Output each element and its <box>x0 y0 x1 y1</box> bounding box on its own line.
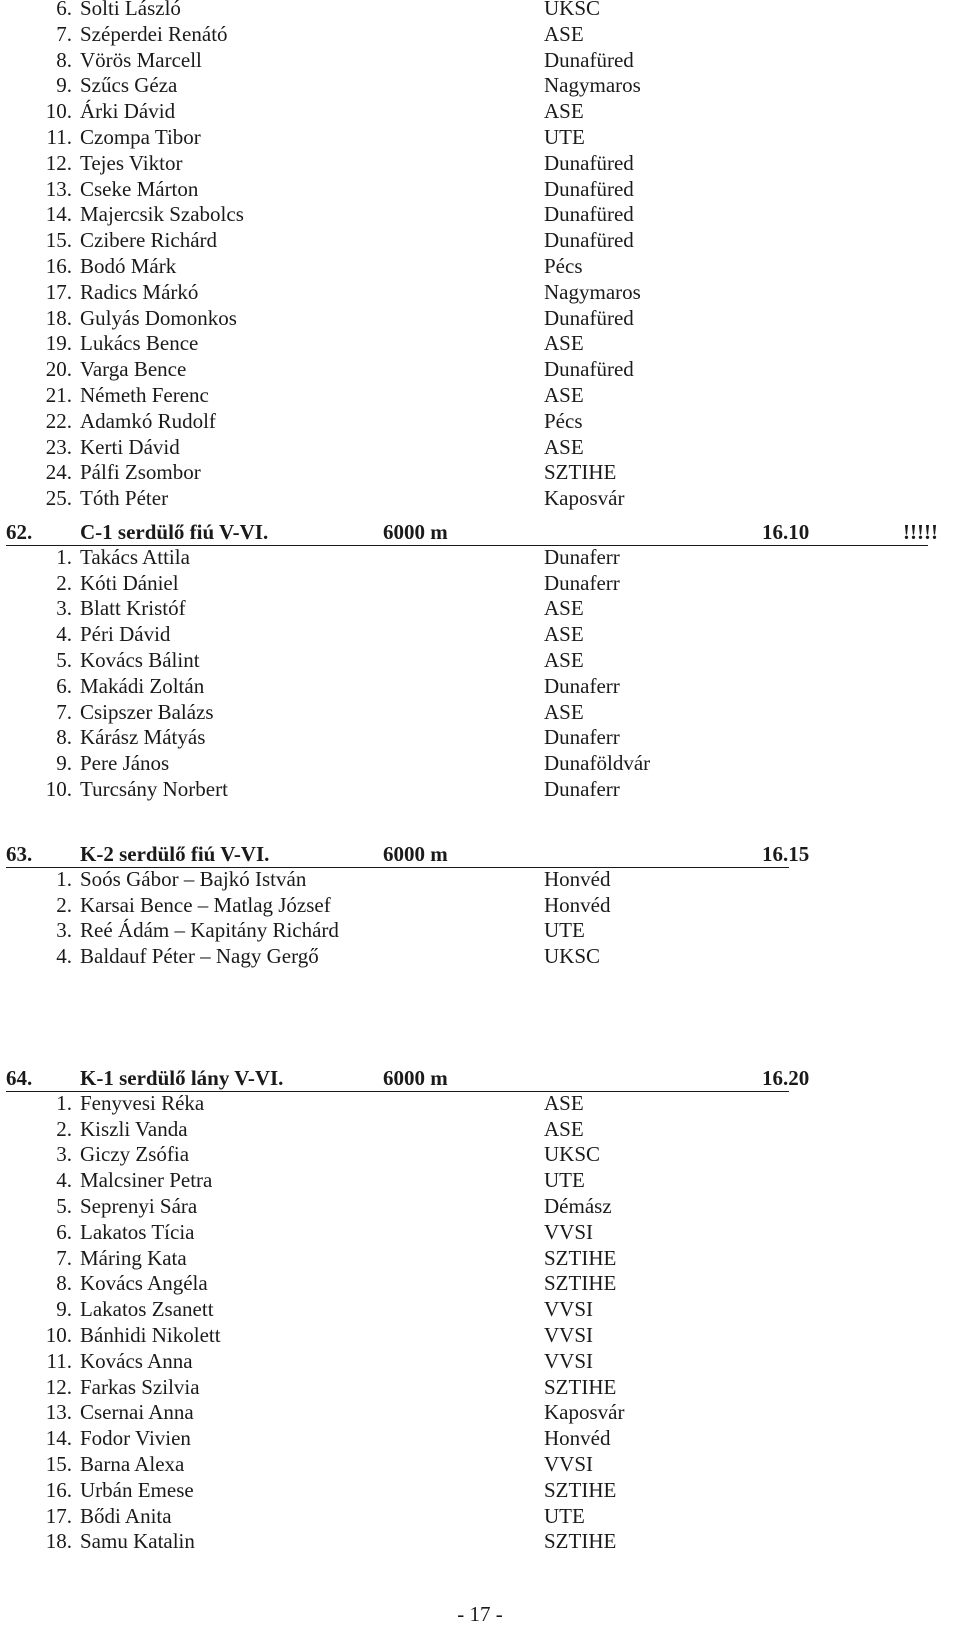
club-name: ASE <box>544 699 584 724</box>
club-name: SZTIHE <box>544 1529 617 1554</box>
list-item <box>0 674 960 699</box>
entry-number: 18. <box>45 1529 72 1554</box>
entry-number: 7. <box>56 699 72 724</box>
club-name: Dunafüred <box>544 47 634 72</box>
list-item <box>0 1529 960 1554</box>
entry-number: 5. <box>56 648 72 672</box>
list-item <box>0 893 960 918</box>
competitor-name: Tejes Viktor <box>80 150 183 175</box>
list-item <box>0 751 960 776</box>
club-name: SZTIHE <box>544 1374 617 1399</box>
entry-number: 15. <box>45 228 72 253</box>
list-item <box>0 1297 960 1322</box>
competitor-name: Baldauf Péter – Nagy Gergő <box>80 944 319 969</box>
list-item <box>0 867 960 892</box>
competitor-name: Czompa Tibor <box>80 125 201 149</box>
club-name: ASE <box>544 648 584 672</box>
club-name: VVSI <box>544 1452 594 1476</box>
competitor-name: Urbán Emese <box>80 1477 194 1502</box>
list-item <box>0 306 960 331</box>
club-name: Dunaferr <box>544 725 620 750</box>
entry-number: 2. <box>56 570 72 595</box>
entry-number: 6. <box>56 673 72 698</box>
club-name: Démász <box>544 1194 612 1218</box>
list-item <box>0 280 960 305</box>
competitor-name: Vörös Marcell <box>80 47 202 72</box>
race-title: C-1 serdülő fiú V-VI. <box>80 520 269 544</box>
competitor-name: Lukács Bence <box>80 331 199 356</box>
entry-number: 16. <box>45 254 72 278</box>
entry-number: 18. <box>45 305 72 330</box>
entry-number: 8. <box>56 47 72 72</box>
club-name: ASE <box>544 1090 584 1115</box>
competitor-name: Cseke Márton <box>80 176 199 201</box>
list-item <box>0 202 960 227</box>
list-item <box>0 1349 960 1374</box>
club-name: SZTIHE <box>544 1271 617 1296</box>
list-item <box>0 22 960 47</box>
competitor-name: Czibere Richárd <box>80 228 218 253</box>
entry-number: 2. <box>56 1116 72 1141</box>
club-name: Kaposvár <box>544 486 625 511</box>
list-item <box>0 1400 960 1425</box>
list-item <box>0 254 960 279</box>
club-name: SZTIHE <box>544 1245 617 1270</box>
list-item <box>0 944 960 969</box>
club-name: Dunafüred <box>544 150 634 175</box>
competitor-name: Blatt Kristóf <box>80 596 186 621</box>
entry-number: 1. <box>56 866 72 891</box>
entry-number: 6. <box>56 0 72 20</box>
club-name: UKSC <box>544 1142 601 1167</box>
competitor-name: Varga Bence <box>80 357 187 382</box>
list-item <box>0 409 960 434</box>
entry-number: 22. <box>45 408 72 433</box>
race-distance: 6000 m <box>383 520 448 544</box>
list-item <box>0 1168 960 1193</box>
list-item <box>0 383 960 408</box>
entry-number: 13. <box>45 1400 72 1425</box>
competitor-name: Széperdei Renátó <box>80 21 228 46</box>
competitor-name: Malcsiner Petra <box>80 1168 213 1193</box>
club-name: ASE <box>544 383 584 407</box>
entry-number: 7. <box>56 21 72 46</box>
entry-number: 14. <box>45 202 72 227</box>
list-item <box>0 460 960 485</box>
list-item <box>0 125 960 150</box>
club-name: UTE <box>544 1503 585 1528</box>
club-name: Dunafüred <box>544 176 634 201</box>
entry-number: 12. <box>45 1374 72 1399</box>
competitor-name: Majercsik Szabolcs <box>80 202 244 227</box>
entry-number: 9. <box>56 751 72 776</box>
competitor-name: Solti László <box>80 0 181 20</box>
list-item <box>0 1142 960 1167</box>
entry-number: 17. <box>45 1503 72 1528</box>
competitor-name: Reé Ádám – Kapitány Richárd <box>80 918 339 943</box>
race-note: !!!!! <box>903 520 938 544</box>
club-name: Dunaferr <box>544 570 620 595</box>
club-name: ASE <box>544 622 584 647</box>
race-header <box>6 842 810 868</box>
list-item <box>0 571 960 596</box>
competitor-name: Fodor Vivien <box>80 1426 191 1451</box>
entry-number: 6. <box>56 1219 72 1244</box>
race-number: 64. <box>6 1066 33 1090</box>
club-name: Honvéd <box>544 866 611 891</box>
club-name: Honvéd <box>544 892 611 917</box>
competitor-name: Bődi Anita <box>80 1503 172 1528</box>
race-time: 16.10 <box>762 520 810 544</box>
entry-number: 21. <box>45 383 72 407</box>
entry-number: 10. <box>45 777 72 801</box>
competitor-name: Lakatos Tícia <box>80 1219 195 1244</box>
entry-number: 3. <box>56 918 72 943</box>
entry-number: 4. <box>56 1168 72 1193</box>
list-item <box>0 1478 960 1503</box>
club-name: Dunaferr <box>544 673 620 698</box>
club-name: ASE <box>544 596 584 621</box>
competitor-name: Csipszer Balázs <box>80 699 214 724</box>
club-name: UKSC <box>544 944 601 969</box>
list-item <box>0 48 960 73</box>
club-name: ASE <box>544 99 584 124</box>
list-item <box>0 1091 960 1116</box>
list-item <box>0 1426 960 1451</box>
competitor-name: Turcsány Norbert <box>80 777 228 801</box>
entry-number: 5. <box>56 1194 72 1218</box>
list-item <box>0 918 960 943</box>
entry-number: 1. <box>56 1090 72 1115</box>
competitor-name: Fenyvesi Réka <box>80 1090 205 1115</box>
race-number: 63. <box>6 842 33 866</box>
club-name: Dunafüred <box>544 202 634 227</box>
club-name: Dunafüred <box>544 305 634 330</box>
club-name: Pécs <box>544 408 583 433</box>
list-item <box>0 1323 960 1348</box>
list-item <box>0 700 960 725</box>
list-item <box>0 228 960 253</box>
club-name: Dunafüred <box>544 228 634 253</box>
club-name: UTE <box>544 1168 585 1193</box>
competitor-name: Kiszli Vanda <box>80 1116 188 1141</box>
list-item <box>0 151 960 176</box>
entry-number: 19. <box>45 331 72 356</box>
club-name: Dunaföldvár <box>544 751 651 776</box>
entry-number: 17. <box>45 279 72 304</box>
competitor-name: Szűcs Géza <box>80 73 178 98</box>
entry-number: 13. <box>45 176 72 201</box>
entry-number: 12. <box>45 150 72 175</box>
entry-number: 3. <box>56 596 72 621</box>
list-item <box>0 1246 960 1271</box>
list-item <box>0 435 960 460</box>
list-item <box>0 1375 960 1400</box>
race-distance: 6000 m <box>383 842 448 866</box>
entry-number: 23. <box>45 434 72 459</box>
list-item <box>0 545 960 570</box>
competitor-name: Csernai Anna <box>80 1400 194 1425</box>
club-name: UTE <box>544 918 585 943</box>
club-name: Pécs <box>544 254 583 278</box>
club-name: VVSI <box>544 1219 594 1244</box>
entry-number: 24. <box>45 460 72 485</box>
list-item <box>0 1194 960 1219</box>
club-name: Honvéd <box>544 1426 611 1451</box>
entry-number: 9. <box>56 73 72 98</box>
club-name: VVSI <box>544 1297 594 1322</box>
entry-number: 10. <box>45 1323 72 1347</box>
entry-number: 16. <box>45 1477 72 1502</box>
list-item <box>0 596 960 621</box>
competitor-name: Gulyás Domonkos <box>80 305 237 330</box>
list-item <box>0 99 960 124</box>
list-item <box>0 486 960 511</box>
competitor-name: Péri Dávid <box>80 622 171 647</box>
competitor-name: Kovács Bálint <box>80 648 200 672</box>
entry-number: 25. <box>45 486 72 511</box>
entry-number: 1. <box>56 544 72 569</box>
list-item <box>0 73 960 98</box>
club-name: Dunafüred <box>544 357 634 382</box>
competitor-name: Pálfi Zsombor <box>80 460 201 485</box>
club-name: Dunaferr <box>544 544 620 569</box>
race-header <box>6 1066 810 1092</box>
competitor-name: Bánhidi Nikolett <box>80 1323 221 1347</box>
entry-number: 7. <box>56 1245 72 1270</box>
entry-number: 11. <box>46 1348 72 1373</box>
club-name: UKSC <box>544 0 601 20</box>
competitor-name: Makádi Zoltán <box>80 673 205 698</box>
list-item <box>0 1452 960 1477</box>
club-name: ASE <box>544 21 584 46</box>
page-number: - 17 - <box>457 1602 503 1626</box>
list-item <box>0 177 960 202</box>
list-item <box>0 357 960 382</box>
race-title: K-2 serdülő fiú V-VI. <box>80 842 270 866</box>
club-name: ASE <box>544 434 584 459</box>
list-item <box>0 0 960 21</box>
competitor-name: Farkas Szilvia <box>80 1374 200 1399</box>
club-name: Nagymaros <box>544 73 641 98</box>
entry-number: 2. <box>56 892 72 917</box>
competitor-name: Giczy Zsófia <box>80 1142 190 1167</box>
race-number: 62. <box>6 520 33 544</box>
competitor-name: Takács Attila <box>80 544 190 569</box>
competitor-name: Bodó Márk <box>80 254 177 278</box>
entry-number: 3. <box>56 1142 72 1167</box>
competitor-name: Adamkó Rudolf <box>80 408 216 433</box>
competitor-name: Karsai Bence – Matlag József <box>80 892 331 917</box>
list-item <box>0 725 960 750</box>
competitor-name: Kóti Dániel <box>80 570 179 595</box>
club-name: VVSI <box>544 1323 594 1347</box>
list-item <box>0 1117 960 1142</box>
competitor-name: Máring Kata <box>80 1245 187 1270</box>
entry-number: 8. <box>56 1271 72 1296</box>
entry-number: 4. <box>56 622 72 647</box>
club-name: ASE <box>544 1116 584 1141</box>
entry-number: 9. <box>56 1297 72 1322</box>
competitor-name: Barna Alexa <box>80 1452 185 1476</box>
competitor-name: Soós Gábor – Bajkó István <box>80 866 307 891</box>
competitor-name: Németh Ferenc <box>80 383 209 407</box>
entry-number: 14. <box>45 1426 72 1451</box>
entry-number: 8. <box>56 725 72 750</box>
competitor-name: Samu Katalin <box>80 1529 195 1554</box>
list-item <box>0 622 960 647</box>
competitor-name: Kovács Anna <box>80 1348 193 1373</box>
club-name: Kaposvár <box>544 1400 625 1425</box>
list-item <box>0 1271 960 1296</box>
competitor-name: Árki Dávid <box>80 99 176 124</box>
competitor-name: Pere János <box>80 751 170 776</box>
competitor-name: Seprenyi Sára <box>80 1194 198 1218</box>
competitor-name: Kerti Dávid <box>80 434 180 459</box>
competitor-name: Kovács Angéla <box>80 1271 208 1296</box>
club-name: SZTIHE <box>544 1477 617 1502</box>
entry-number: 11. <box>46 125 72 149</box>
list-item <box>0 331 960 356</box>
list-item <box>0 777 960 802</box>
race-title: K-1 serdülő lány V-VI. <box>80 1066 284 1090</box>
entry-number: 15. <box>45 1452 72 1476</box>
race-time: 16.20 <box>762 1066 810 1090</box>
entry-number: 20. <box>45 357 72 382</box>
competitor-name: Lakatos Zsanett <box>80 1297 214 1322</box>
list-item <box>0 648 960 673</box>
race-distance: 6000 m <box>383 1066 448 1090</box>
competitor-name: Tóth Péter <box>80 486 169 511</box>
entry-number: 4. <box>56 944 72 969</box>
club-name: UTE <box>544 125 585 149</box>
club-name: Nagymaros <box>544 279 641 304</box>
club-name: SZTIHE <box>544 460 617 485</box>
entry-number: 10. <box>45 99 72 124</box>
competitor-name: Radics Márkó <box>80 279 199 304</box>
list-item <box>0 1504 960 1529</box>
club-name: VVSI <box>544 1348 594 1373</box>
competitor-name: Kárász Mátyás <box>80 725 206 750</box>
list-item <box>0 1220 960 1245</box>
race-time: 16.15 <box>762 842 810 866</box>
club-name: ASE <box>544 331 584 356</box>
club-name: Dunaferr <box>544 777 620 801</box>
race-header <box>6 520 938 546</box>
